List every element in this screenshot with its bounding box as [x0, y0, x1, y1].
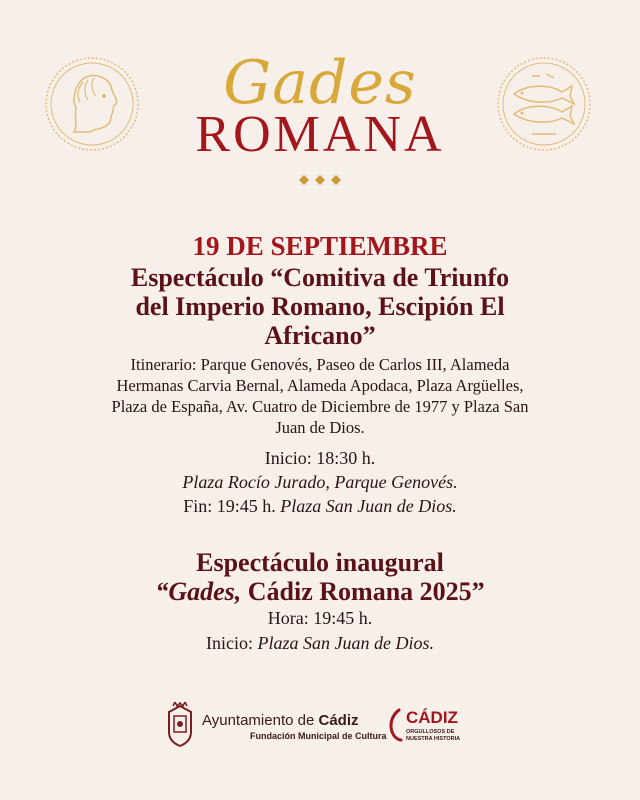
event2-start [40, 631, 600, 655]
event1-end-time: Fin: 19:45 h. [183, 496, 276, 516]
cadiz-brand-mark-icon [387, 708, 403, 742]
logo-romana: ROMANA [195, 106, 445, 163]
itinerary-line: Hermanas Carvia Bernal, Alameda Apodaca, Plaza Argüelles, [116, 376, 524, 395]
event1-start-place: Plaza Rocío Jurado, Parque Genovés. [182, 472, 458, 492]
cadiz-brand: CÁDIZ [406, 708, 458, 727]
event1-title [60, 263, 580, 350]
event2-start-place: Plaza San Juan de Dios. [257, 633, 434, 653]
diamond-divider-icon [296, 173, 344, 187]
foundation-text: Fundación Municipal de Cultura [250, 731, 387, 741]
event2-title-line [40, 577, 600, 606]
ayuntamiento-prefix: Ayuntamiento de [202, 712, 319, 729]
ayuntamiento-logo-text [202, 712, 359, 730]
event1-itinerary [70, 354, 570, 438]
event2-title-italic: “Gades, [155, 577, 242, 606]
event1-title-line: del Imperio Romano, Escipión El [135, 292, 505, 321]
event2-start-label: Inicio: [206, 633, 258, 653]
event1-title-line: Africano” [264, 321, 376, 350]
logo-gades: Gades [223, 48, 417, 118]
event1-end-place: Plaza San Juan de Dios. [280, 496, 457, 516]
event1-end [40, 494, 600, 518]
event1-title-line: Espectáculo “Comitiva de Triunfo [130, 263, 510, 292]
event1-start: Inicio: 18:30 h. [264, 448, 376, 468]
itinerary-line: Plaza de España, Av. Cuatro de Diciembre de 1977 y Plaza San [111, 397, 529, 416]
event2-title [40, 548, 600, 606]
cadiz-coat-of-arms-icon [163, 702, 197, 748]
event2-title-line: Espectáculo inaugural [196, 548, 444, 577]
ayuntamiento-city: Cádiz [318, 712, 359, 729]
event-date: 19 DE SEPTIEMBRE [192, 231, 448, 261]
event2-title-rest: Cádiz Romana 2025” [241, 577, 485, 606]
itinerary-line: Itinerario: Parque Genovés, Paseo de Carlos III, Alameda [130, 355, 510, 374]
event2-hour: Hora: 19:45 h. [267, 608, 373, 628]
itinerary-line: Juan de Dios. [275, 418, 365, 437]
cadiz-brand-tagline: ORGULLOSOS DE NUESTRA HISTORIA [406, 729, 461, 742]
